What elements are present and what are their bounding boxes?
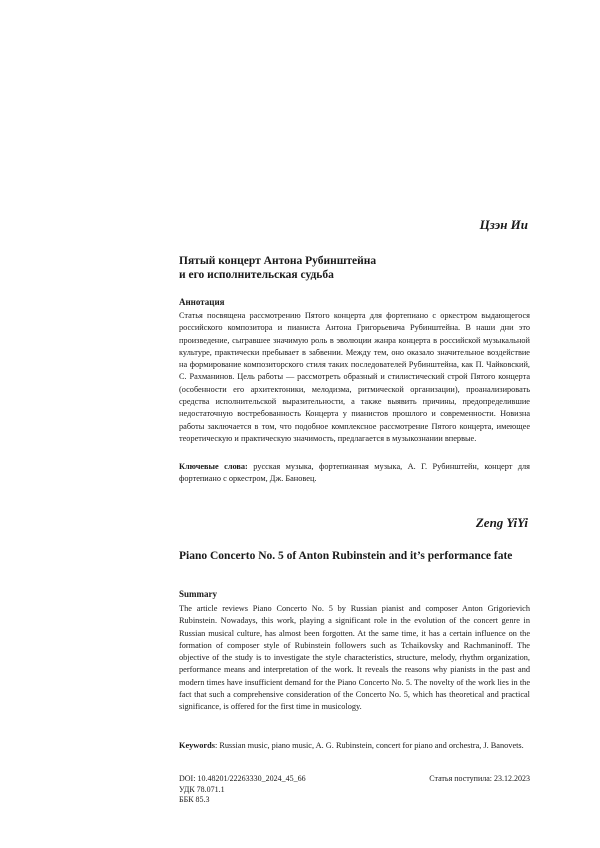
received-date: Статья поступила: 23.12.2023 — [429, 774, 530, 785]
article-page — [0, 0, 600, 848]
keywords-ru-text: русская музыка, фортепианная музыка, А. Г. Рубинштейн, концерт для фортепиано с оркестром, Дж. Бановец. — [179, 462, 530, 483]
summary-heading: Summary — [179, 589, 217, 599]
doi: DOI: 10.48201/22263330_2024_45_66 — [179, 774, 306, 785]
author-name-ru: Цзэн Ии — [480, 217, 528, 233]
keywords-ru — [179, 461, 530, 486]
article-footer — [179, 774, 530, 806]
udk: УДК 78.071.1 — [179, 785, 530, 796]
keywords-ru-label: Ключевые слова: — [179, 462, 248, 471]
title-ru-line2: и его исполнительская судьба — [179, 269, 334, 281]
summary-text: The article reviews Piano Concerto No. 5 by Russian pianist and composer Anton Grigorievich Rubinstein. Nowadays, this work, playing a significant role in the evolution of the concert genre in Russian musical culture, has almost been forgotten. At the same time, it has a certain influence on the formation of composer style of Rubinstein followers such as Tchaikovsky and Rachmaninoff. The objective of the study is to investigate the style characteristics, structure, melody, rhythm organization, performance means and interpretation of the work. It reveals the reasons why pianists in the past and modern times have insufficient demand for the Piano Concerto No. 5. The novelty of the work lies in the fact that such a comprehensive consideration of the Concerto No. 5, which has theoretical and practical significance, is offered for the first time in musicology. — [179, 603, 530, 714]
article-title-ru — [179, 254, 539, 282]
author-name-en: Zeng YiYi — [476, 515, 528, 531]
abstract-text: Статья посвящена рассмотрению Пятого концерта для фортепиано с оркестром выдающегося российского композитора и пианиста Антона Григорьевича Рубинштейна. В наши дни это произведение, сыгравшее значимую роль в эволюции жанра концерта в российской музыкальной культуре, практически пребывает в забвении. Между тем, оно оказало значительное воздействие на формирование композиторского стиля таких последователей Рубинштейна, как П. Чайковский, С. Рахманинов. Цель работы — рассмотреть образный и стилистический строй Пятого концерта (особенности его архитектоники, мелодизма, ритмической организации), проанализировать средства исполнительской выразительности, а также выявить причины, предопределившие недостаточную востребованность Концерта у пианистов прошлого и современности. Новизна работы заключается в том, что подобное комплексное рассмотрение Пятого концерта, имеющее теоретическую и практическую значимость, предлагается в музыкознании впервые. — [179, 310, 530, 445]
bbk: ББК 85.3 — [179, 795, 530, 806]
article-title-en: Piano Concerto No. 5 of Anton Rubinstein and it’s performance fate — [179, 549, 539, 563]
keywords-en — [179, 740, 530, 752]
keywords-en-text: : Russian music, piano music, A. G. Rubinstein, concert for piano and orchestra, J. Banovets. — [215, 741, 524, 750]
title-ru-line1: Пятый концерт Антона Рубинштейна — [179, 255, 376, 267]
abstract-heading: Аннотация — [179, 297, 225, 307]
keywords-en-label: Keywords — [179, 741, 215, 750]
